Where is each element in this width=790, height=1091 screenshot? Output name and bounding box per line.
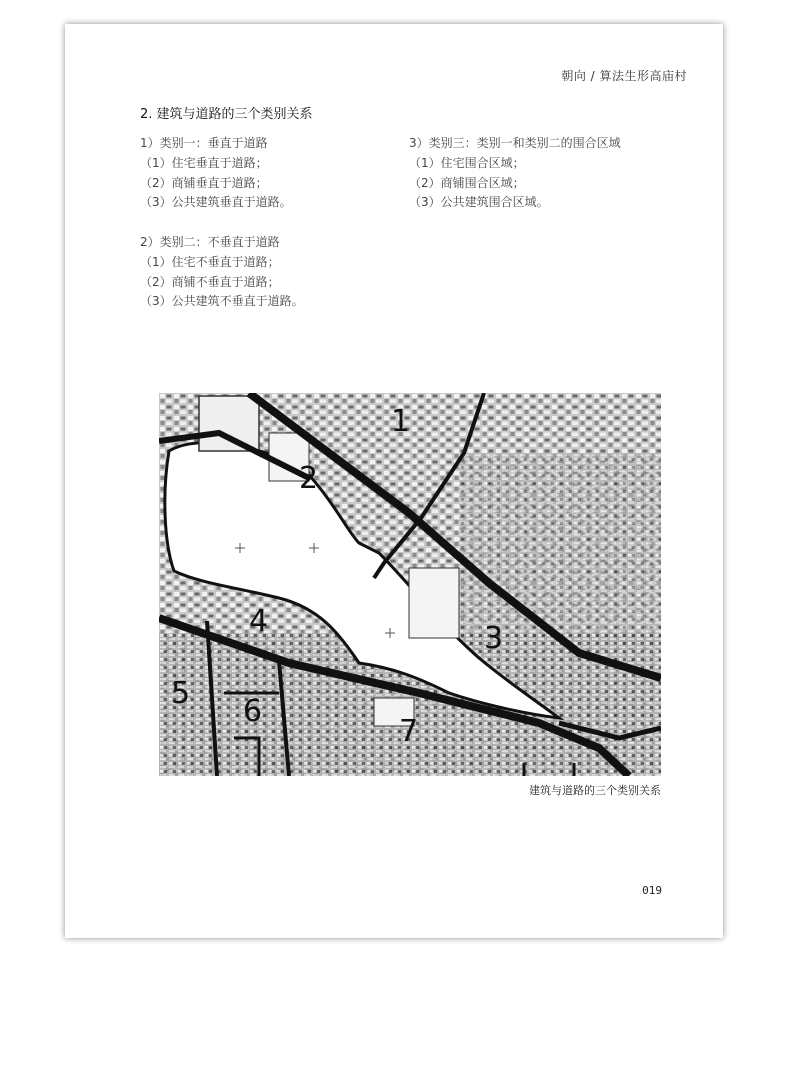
category-heading: 1）类别一：垂直于道路	[140, 136, 268, 150]
list-item: （1）住宅不垂直于道路；	[140, 254, 280, 269]
village-map	[159, 393, 661, 776]
list-item: （3）公共建筑不垂直于道路。	[140, 294, 304, 309]
list-item: （1）住宅围合区域；	[409, 155, 525, 170]
running-header: 朝向 / 算法生形高庙村	[561, 69, 687, 83]
list-item: （2）商铺不垂直于道路；	[140, 274, 280, 289]
zone-label-5: 5	[171, 676, 191, 711]
zone-label-1: 1	[391, 404, 411, 439]
list-item: （1）住宅垂直于道路；	[140, 155, 268, 170]
zone-label-6: 6	[243, 694, 263, 729]
zone-label-7: 7	[399, 714, 419, 749]
category-heading: 2）类别二：不垂直于道路	[140, 234, 280, 249]
village-map-figure	[159, 393, 661, 776]
left-column	[140, 134, 304, 312]
zone-label-4: 4	[249, 604, 269, 639]
page-number: 019	[642, 884, 662, 897]
list-item: （3）公共建筑垂直于道路。	[140, 195, 292, 210]
list-item: （3）公共建筑围合区域。	[409, 195, 549, 210]
section-title: 2. 建筑与道路的三个类别关系	[140, 107, 313, 122]
zone-label-3: 3	[484, 621, 504, 656]
zone-label-2: 2	[299, 461, 319, 496]
list-item: （2）商铺围合区域；	[409, 175, 525, 190]
list-item: （2）商铺垂直于道路；	[140, 175, 268, 190]
figure-caption: 建筑与道路的三个类别关系	[529, 784, 661, 797]
book-page	[65, 24, 723, 938]
category-heading: 3）类别三：类别一和类别二的围合区域	[409, 136, 621, 150]
right-column	[409, 134, 621, 213]
